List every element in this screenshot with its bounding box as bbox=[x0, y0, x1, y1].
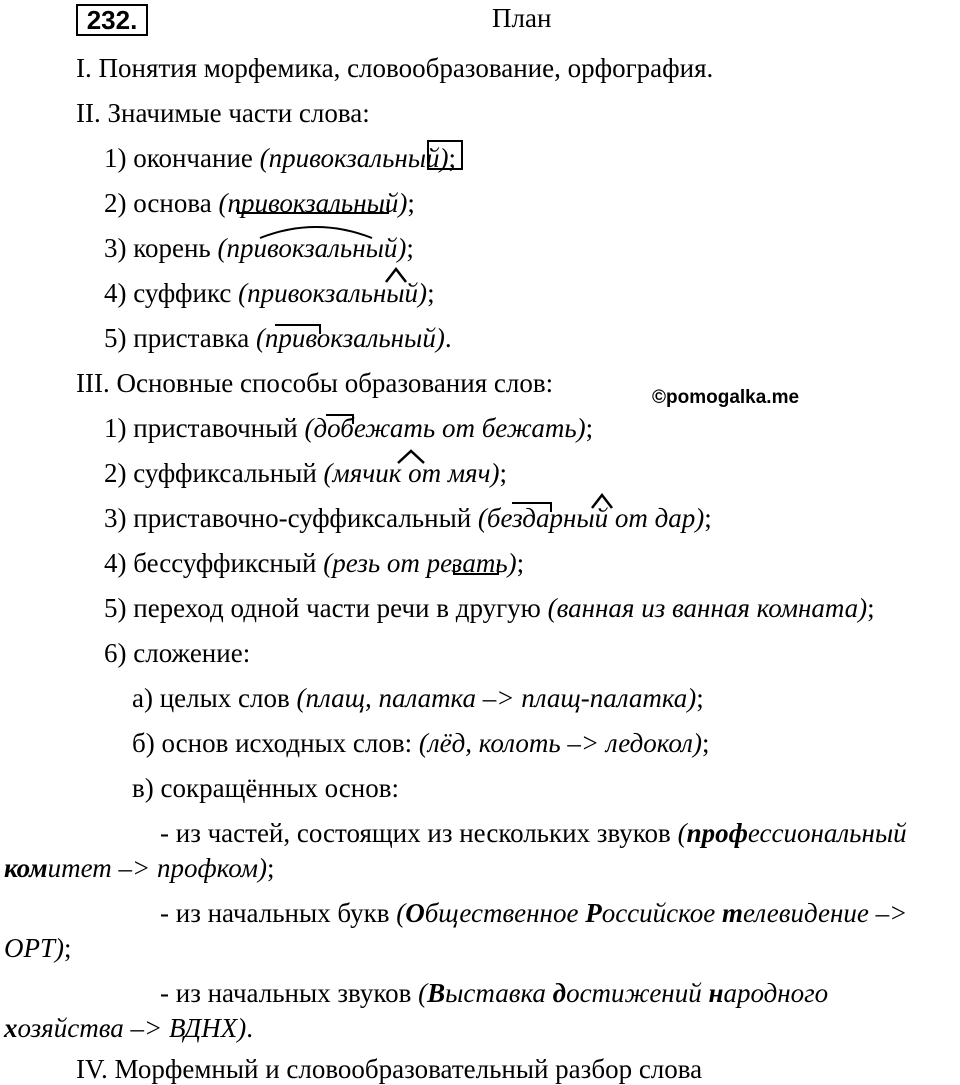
list-item: 1) приставочный (добежать от бежать); bbox=[104, 413, 594, 443]
list-item: 2) основа (привокзальный); bbox=[104, 188, 415, 218]
list-item: 3) приставочно-суффиксальный (бездарный от дар); bbox=[104, 503, 712, 533]
abbr-item-parts: - из частей, состоящих из нескольких звуков (профессиональный bbox=[160, 818, 907, 848]
abbr-item-letters-cont: ОРТ); bbox=[4, 933, 72, 963]
prefix-mark bbox=[275, 324, 321, 334]
suffix-mark bbox=[590, 492, 614, 510]
plan-item-4: IV. Морфемный и словообразовательный разбор слова bbox=[76, 1054, 703, 1084]
list-item: 6) сложение: bbox=[104, 638, 251, 668]
list-item: 1) окончание (привокзальный); bbox=[104, 143, 457, 173]
list-item: 5) переход одной части речи в другую (ванная из ванная комната); bbox=[104, 593, 875, 623]
list-item: в) сокращённых основ: bbox=[132, 773, 399, 803]
page-title: План bbox=[492, 3, 552, 33]
list-item: 4) суффикс (привокзальный); bbox=[104, 278, 435, 308]
plan-item-1: I. Понятия морфемика, словообразование, орфография. bbox=[76, 53, 714, 83]
abbr-item-letters: - из начальных букв (Общественное Российское телевидение –> bbox=[160, 898, 908, 928]
stem-mark bbox=[453, 564, 499, 575]
list-item: а) целых слов (плащ, палатка –> плащ-палатка); bbox=[132, 683, 704, 713]
prefix-mark bbox=[512, 502, 552, 512]
suffix-mark bbox=[384, 266, 408, 284]
prefix-mark bbox=[326, 414, 354, 424]
abbr-item-sounds-cont: хозяйства –> ВДНХ). bbox=[4, 1013, 253, 1043]
stem-mark bbox=[237, 202, 389, 214]
abbr-item-parts-cont: комитет –> профком); bbox=[4, 853, 275, 883]
list-item: 3) корень (привокзальный); bbox=[104, 233, 414, 263]
list-item: 2) суффиксальный (мячик от мяч); bbox=[104, 458, 507, 488]
ending-mark bbox=[427, 140, 463, 170]
plan-item-2: II. Значимые части слова: bbox=[76, 98, 370, 128]
root-mark bbox=[256, 222, 376, 240]
watermark: ©pomogalka.me bbox=[652, 387, 800, 408]
plan-item-3: III. Основные способы образования слов: bbox=[76, 368, 554, 398]
list-item: б) основ исходных слов: (лёд, колоть –> ледокол); bbox=[132, 728, 710, 758]
abbr-item-sounds: - из начальных звуков (Выставка достижений народного bbox=[160, 978, 829, 1008]
suffix-mark bbox=[396, 447, 426, 465]
list-item: 5) приставка (привокзальный). bbox=[104, 323, 452, 353]
exercise-number: 232. bbox=[76, 4, 148, 36]
list-item: 4) бессуффиксный (резь от резать); bbox=[104, 548, 525, 578]
